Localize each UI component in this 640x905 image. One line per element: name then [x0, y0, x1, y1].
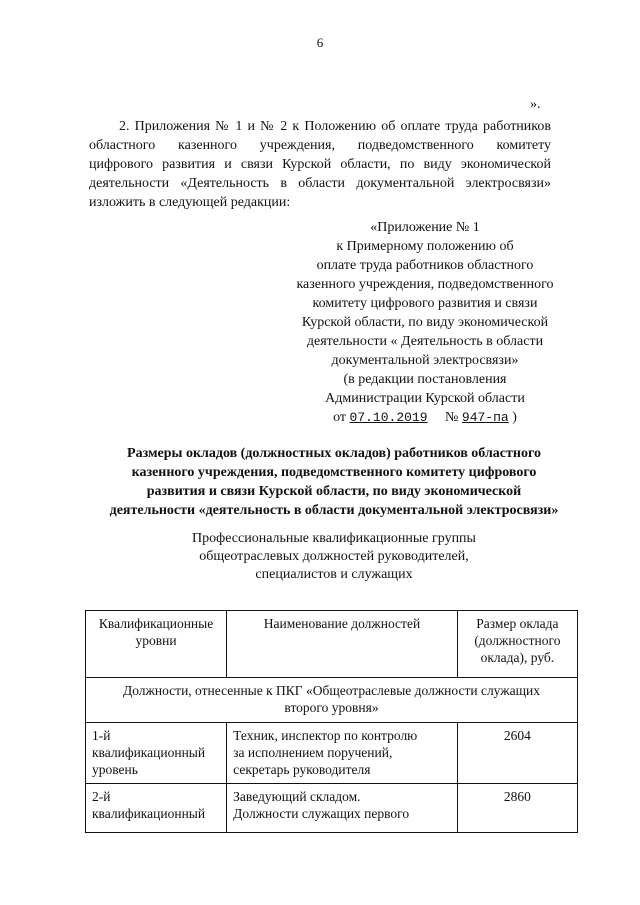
group-cell — [86, 678, 578, 723]
positions-text: за исполнением поручений, — [233, 745, 393, 760]
appendix-line: документальной электросвязи» — [331, 353, 519, 368]
header-levels — [86, 611, 227, 678]
header-text: уровни — [135, 633, 177, 648]
header-text: Размер оклада — [476, 616, 559, 631]
positions-cell — [227, 723, 458, 784]
title-line: Размеры окладов (должностных окладов) работников областного — [127, 446, 541, 461]
number-sign: № — [445, 410, 459, 425]
salary-cell: 2860 — [457, 784, 577, 833]
appendix-line: деятельности « Деятельность в области — [306, 334, 544, 349]
subtitle-line: специалистов и служащих — [255, 567, 413, 582]
level-cell — [86, 723, 227, 784]
amendment-paragraph — [89, 117, 551, 212]
header-text: (должностного — [474, 633, 561, 648]
appendix-line: оплате труда работников областного — [316, 258, 534, 273]
document-title — [88, 444, 580, 520]
positions-cell — [227, 784, 458, 833]
table-row — [86, 784, 578, 833]
appendix-line: (в редакции постановления — [343, 372, 507, 387]
level-text: уровень — [92, 762, 138, 777]
paragraph-line: цифрового развития и связи Курской области, по виду экономической — [89, 157, 551, 172]
paragraph-line: областного казенного учреждения, подведомственного комитету — [89, 138, 551, 153]
positions-text: секретарь руководителя — [233, 762, 371, 777]
level-text: 2-й — [92, 789, 111, 804]
paragraph-line: изложить в следующей редакции: — [89, 195, 291, 210]
appendix-line: Администрации Курской области — [325, 391, 525, 406]
group-text: Должности, отнесенные к ПКГ «Общеотраслевые должности служащих — [123, 683, 540, 698]
title-line: развития и связи Курской области, по виду экономической — [146, 484, 522, 499]
title-line: казенного учреждения, подведомственного комитету цифрового — [131, 465, 537, 480]
appendix-line: казенного учреждения, подведомственного — [296, 277, 554, 292]
header-positions — [227, 611, 458, 678]
section-subtitle — [120, 530, 548, 584]
level-text: квалификационный — [92, 806, 206, 821]
appendix-line: к Примерному положению об — [336, 239, 514, 254]
resolution-date: 07.10.2019 — [349, 410, 428, 425]
resolution-date-line — [270, 408, 580, 427]
positions-text: Должности служащих первого — [233, 806, 410, 821]
subtitle-line: Профессиональные квалификационные группы — [192, 531, 476, 546]
table-row — [86, 723, 578, 784]
title-line: деятельности «деятельность в области документальной электросвязи» — [109, 503, 559, 518]
level-cell — [86, 784, 227, 833]
salary-table — [85, 610, 578, 833]
header-text: Квалификационные — [98, 616, 214, 631]
subtitle-line: общеотраслевых должностей руководителей, — [199, 549, 469, 564]
appendix-line: «Приложение № 1 — [370, 220, 480, 235]
closing-quote: ». — [530, 97, 541, 112]
appendix-header — [270, 218, 580, 427]
paragraph-line: 2. Приложения № 1 и № 2 к Положению об оплате труда работников — [119, 119, 551, 134]
appendix-line: комитету цифрового развития и связи — [312, 296, 538, 311]
table-header-row — [86, 611, 578, 678]
positions-text: Заведующий складом. — [233, 789, 361, 804]
appendix-line: Курской области, по виду экономической — [301, 315, 549, 330]
resolution-number: 947-па — [461, 410, 509, 425]
level-text: 1-й — [92, 728, 111, 743]
date-close: ) — [508, 410, 517, 425]
header-salary — [457, 611, 577, 678]
table-group-row — [86, 678, 578, 723]
group-text: второго уровня» — [284, 700, 379, 715]
page-number: 6 — [316, 35, 324, 50]
date-prefix: от — [333, 410, 350, 425]
paragraph-line: деятельности «Деятельность в области документальной электросвязи» — [89, 176, 551, 191]
header-text: оклада), руб. — [480, 650, 555, 665]
level-text: квалификационный — [92, 745, 206, 760]
header-text: Наименование должностей — [263, 616, 421, 631]
positions-text: Техник, инспектор по контролю — [233, 728, 418, 743]
salary-cell: 2604 — [457, 723, 577, 784]
